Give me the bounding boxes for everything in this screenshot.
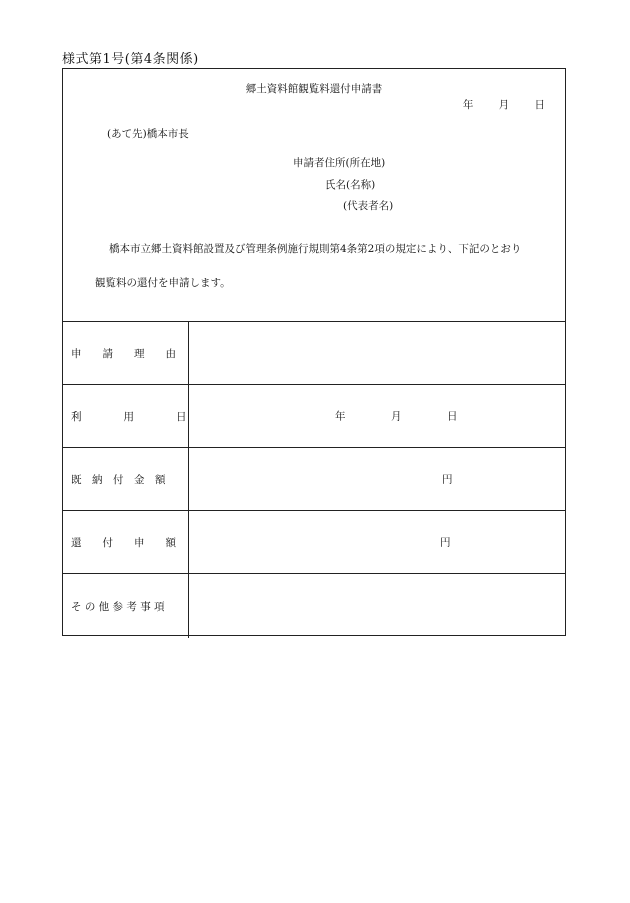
body-text-line1: 橋本市立郷土資料館設置及び管理条例施行規則第4条第2項の規定により、下記のとおり (109, 243, 522, 255)
applicant-address-label: 申請者住所(所在地) (293, 157, 386, 169)
date-month-label: 月 (498, 99, 510, 111)
usage-date-field[interactable] (189, 385, 565, 447)
usage-date-row (63, 385, 565, 448)
addressee: (あて先)橋本市長 (107, 128, 189, 140)
paid-amount-unit: 円 (442, 473, 453, 486)
usage-month-label: 月 (391, 410, 402, 423)
refund-amount-row (63, 511, 565, 574)
refund-amount-label: 還 付 申 額 (63, 511, 189, 573)
application-form (62, 68, 566, 636)
application-date[interactable] (441, 97, 545, 112)
paid-amount-label: 既 納 付 金 額 (63, 448, 189, 510)
usage-day-label: 日 (447, 410, 458, 423)
other-notes-row (63, 574, 565, 638)
form-number: 様式第1号(第4条関係) (62, 52, 199, 67)
other-notes-label: そ の 他 参 考 事 項 (63, 574, 189, 638)
form-header-section (63, 69, 565, 322)
form-title: 郷土資料館観覧料還付申請書 (245, 83, 383, 95)
representative-label: (代表者名) (343, 200, 394, 212)
refund-amount-unit: 円 (440, 536, 451, 549)
applicant-name-label: 氏名(名称) (325, 179, 376, 191)
refund-amount-field[interactable] (189, 511, 565, 573)
usage-year-label: 年 (335, 410, 346, 423)
other-notes-field[interactable] (189, 574, 565, 638)
reason-field[interactable] (189, 322, 565, 384)
paid-amount-row (63, 448, 565, 511)
usage-date-label: 利 用 日 (63, 385, 189, 447)
date-year-label: 年 (462, 99, 474, 111)
reason-row (63, 322, 565, 385)
body-text-line2: 観覧料の還付を申請します。 (95, 277, 231, 289)
paid-amount-field[interactable] (189, 448, 565, 510)
reason-label: 申 請 理 由 (63, 322, 189, 384)
details-table (63, 322, 565, 638)
date-day-label: 日 (534, 99, 545, 111)
